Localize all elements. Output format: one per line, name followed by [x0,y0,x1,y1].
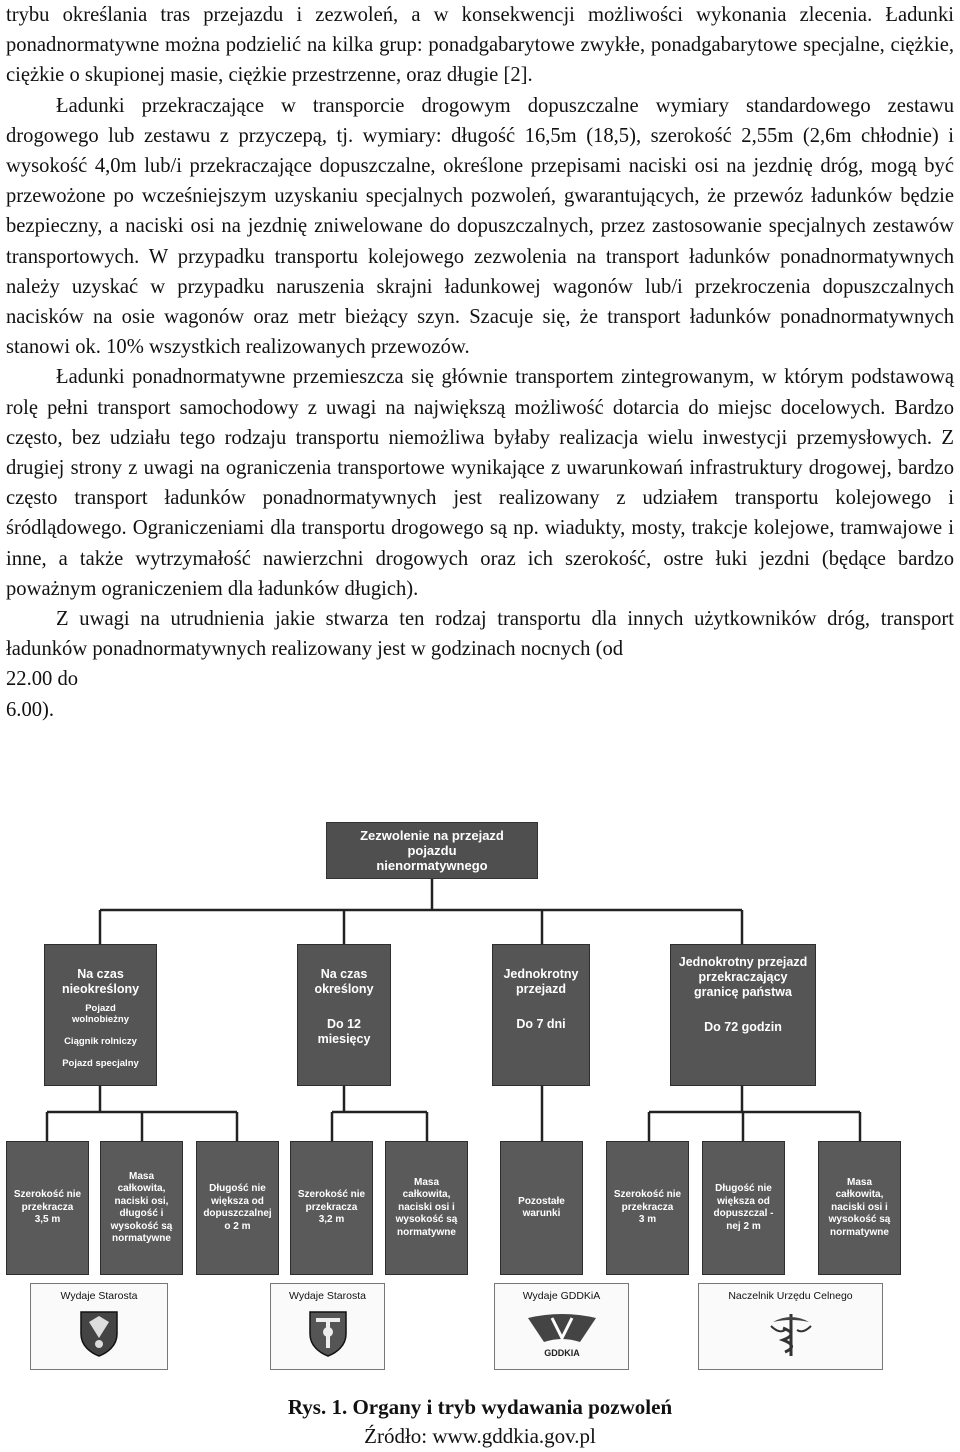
permit-type-title: Jednokrotny przejazd przekraczający granicę państwa [678,955,808,999]
permit-type-indefinite [44,944,157,1086]
figure-caption: Rys. 1. Organy i tryb wydawania pozwoleń [287,1395,673,1419]
condition-label: Masa całkowita, naciski osi i wysokość są normatywne [828,1176,891,1238]
condition-box [100,1141,183,1275]
issuer-box [494,1283,629,1370]
paragraph-4: Z uwagi na utrudnienia jakie stwarza ten rodzaj transportu dla innych użytkowników dróg, transport ładunków ponadnormatywnych realizowany jest w godzinach nocnych (od [6,608,954,661]
condition-label: Szerokość nie przekracza 3,5 m [13,1189,82,1226]
paragraph-5: 22.00 do [6,668,79,691]
coat-of-arms-icon [77,1308,121,1358]
issuer-label: Wydaje Starosta [60,1290,138,1302]
condition-label: Długość nie większa od dopuszczal - nej 2 m [713,1183,774,1232]
body-text [6,0,954,725]
gddkia-logo-icon [522,1308,602,1360]
issuer-label: Wydaje Starosta [289,1290,366,1302]
coat-of-arms-icon [306,1308,350,1358]
condition-box [818,1141,901,1275]
figure-source: Źródło: www.gddkia.gov.pl [364,1424,596,1448]
permit-type-title: Na czas nieokreślony [61,967,140,996]
condition-label: Masa całkowita, naciski osi i wysokość są normatywne [395,1176,458,1238]
condition-box [196,1141,279,1275]
condition-box [6,1141,89,1275]
permit-type-title: Na czas określony [314,967,374,996]
condition-label: Długość nie większa od dopuszczalnej o 2 m [203,1183,272,1232]
condition-box [702,1141,785,1275]
issuer-box [698,1283,883,1370]
permit-type-single [492,944,590,1086]
permit-type-detail: Do 12 miesięcy [317,1017,371,1046]
condition-box [385,1141,468,1275]
customs-emblem-icon [763,1308,819,1360]
permit-type-title: Jednokrotny przejazd [503,967,579,996]
paragraph-3: Ładunki ponadnormatywne przemieszcza się głównie transportem zintegrowanym, w którym podstawową rolę pełni transport samochodowy z uwagi na największą możliwość dotarcia do miejsc docelowych. Bardzo często, bez udziału tego rodzaju transportu niemożliwa byłaby realizacja wielu inwestycji przemysłowych. Z drugiej strony z uwagi na ograniczenia transportowe wynikające z uwarunkowań infrastruktury drogowej, bardzo często transport ładunków ponadnormatywnych jest realizowany z udziałem transportu kolejowego i śródlądowego. Ograniczeniami dla transportu drogowego są np. wiadukty, mosty, trakcje kolejowe, tramwajowe i inne, a także wytrzymałość nawierzchni drogowych oraz ich szerokość, ostre łuki jezdni (będące bardzo poważnym ograniczeniem dla ładunków długich). [6,366,954,600]
permit-type-detail: Do 72 godzin [704,1020,782,1034]
permit-type-detail: Do 7 dni [516,1017,566,1031]
condition-label: Masa całkowita, naciski osi, długość i wysokość są normatywne [110,1170,173,1244]
paragraph-6: 6.00). [6,698,55,721]
condition-box [500,1141,583,1275]
paragraph-1: trybu określania tras przejazdu i zezwoleń, a w konsekwencji możliwości wykonania zlecenia. Ładunki ponadnormatywne można podzielić na kilka grup: ponadgabarytowe zwykłe, ponadgabarytowe specjalne, ciężkie, ciężkie o skupionej masie, ciężkie przestrzenne, oraz długie [2]. [6,4,954,87]
issuer-label: Naczelnik Urzędu Celnego [728,1290,853,1302]
condition-label: Pozostałe warunki [518,1195,565,1219]
permit-type-definite [297,944,391,1086]
paragraph-2: Ładunki przekraczające w transporcie drogowym dopuszczalne wymiary standardowego zestawu drogowego lub zestawu z przyczepą, tj. wymiary: długość 16,5m (18,5), szerokość 2,55m (2,6m chłodnie) i wysokość 4,0m lub/i przekraczające dopuszczalne, określone przepisami naciski osi na jezdnię dróg, mogą być przewożone po wcześniejszym uzyskaniu specjalnych pozwoleń, gwarantujących, że przewóz ładunków będzie bezpieczny, a naciski osi na jezdnię zniwelowane do dopuszczalnych, przez zastosowanie specjalnych zestawów transportowych. W przypadku transportu kolejowego zezwolenia na transport ładunków ponadnormatywnych należy uzyskać w przypadku naruszenia skrajni ładunkowej wagonów lub/i przekroczenia dopuszczalnych nacisków na osie wagonów oraz metr bieżący szyn. Szacuje się, że transport ładunków ponadnormatywnych stanowi ok. 10% wszystkich realizowanych przewozów. [6,94,954,359]
permit-type-detail: Pojazd wolnobieżny Ciągnik rolniczy Pojazd specjalny [62,1003,139,1069]
condition-box [290,1141,373,1275]
permit-root-box [326,822,538,879]
condition-label: Szerokość nie przekracza 3 m [613,1189,682,1226]
permit-type-border [670,944,816,1086]
permit-root-label: Zezwolenie na przejazd pojazdu nienormatywnego [360,828,504,873]
issuer-box [270,1283,385,1370]
condition-box [606,1141,689,1275]
gddkia-logo-text: GDDKIA [543,1348,580,1358]
issuer-label: Wydaje GDDKiA [522,1290,601,1302]
condition-label: Szerokość nie przekracza 3,2 m [297,1189,366,1226]
issuer-box [30,1283,168,1370]
